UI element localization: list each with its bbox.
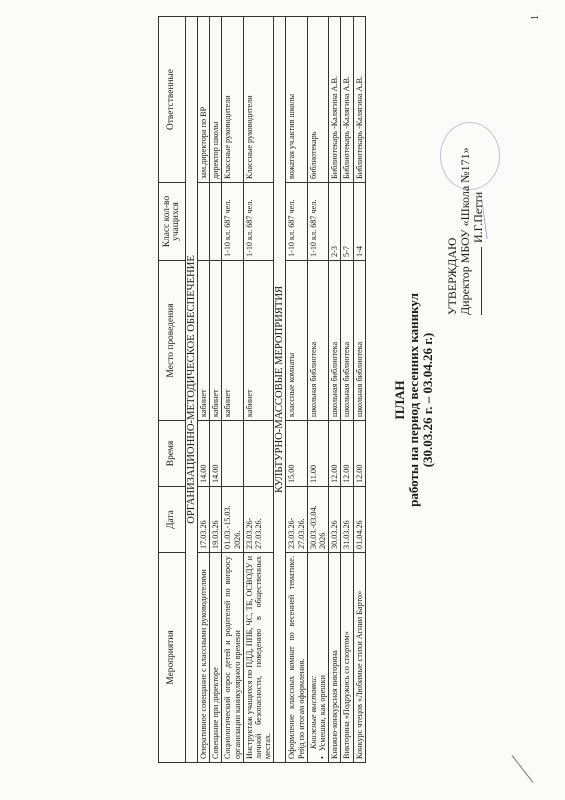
cell-time: 12.00: [329, 421, 341, 487]
exhibition-title: Книжные выставки:: [308, 675, 318, 749]
cell-class: 2-3: [329, 183, 341, 261]
cell-time: 14.00: [210, 421, 222, 487]
cell-responsible: Классные руководители: [222, 17, 243, 183]
table-header-row: [159, 17, 186, 763]
cell-class: 1-10 кл. 687 чел.: [222, 183, 243, 261]
cell-date: 01.04.26: [353, 487, 365, 553]
table-row: [198, 17, 210, 763]
cell-time: [222, 421, 243, 487]
header-responsible: Ответственные: [159, 17, 186, 183]
cell-event: Оформление классных комнат по весенней тематике. Рейд по итогам оформления.: [286, 553, 307, 763]
cell-date: 23.03.26- 27.03.26.: [243, 487, 274, 553]
scan-mark: [512, 755, 534, 782]
cell-responsible: Библиотекарь -Калягина А.В.: [329, 17, 341, 183]
cell-place: кабинет: [210, 261, 222, 421]
plan-table: [158, 16, 366, 763]
cell-responsible: Библиотекарь -Калягина А.В.: [341, 17, 353, 183]
section-row: [186, 17, 198, 763]
section-title: ОРГАНИЗАЦИОННО-МЕТОДИЧЕСКОЕ ОБЕСПЕЧЕНИЕ: [186, 17, 198, 763]
table-row: [329, 17, 341, 763]
cell-place: школьная библиотека: [329, 261, 341, 421]
cell-place: кабинет: [243, 261, 274, 421]
cell-time: 12.00: [353, 421, 365, 487]
title-heading: ПЛАН: [392, 380, 407, 420]
approval-block: [446, 105, 485, 315]
cell-time: 11.00: [307, 421, 328, 487]
table-row: [210, 17, 222, 763]
cell-class: [210, 183, 222, 261]
document-title: [393, 240, 435, 560]
cell-date: 30.03.-03.04. 2026: [307, 487, 328, 553]
approval-heading: УТВЕРЖДАЮ: [445, 237, 459, 315]
cell-class: 1-10 кл. 687 чел.: [286, 183, 307, 261]
page-number: 1: [530, 15, 541, 20]
cell-event: Конкурс чтецов «Любимые стихи Агнии Барто»: [353, 553, 365, 763]
cell-place: кабинет: [198, 261, 210, 421]
cell-class: 1-4: [353, 183, 365, 261]
cell-class: 5-7: [341, 183, 353, 261]
cell-responsible: зам.директора по ВР: [198, 17, 210, 183]
cell-date: 31.03.26: [341, 487, 353, 553]
cell-event: Инструктаж учащихся по ПДД, ППБ, ЧС, ТБ, ОСВОДУ и личной безопасности, поведению в общественных местах.: [243, 553, 274, 763]
cell-time: 15.00: [286, 421, 307, 487]
approval-signer: И.Г.Петти: [471, 191, 485, 243]
cell-responsible: директор школы: [210, 17, 222, 183]
cell-event: Книжно-конкурсная викторина: [329, 553, 341, 763]
title-period: (30.03.26 г. – 03.04.26 г.): [420, 332, 435, 468]
header-place: Место проведения: [159, 261, 186, 421]
cell-place: классные комнаты: [286, 261, 307, 421]
cell-date: 01.03.-15.03. 2026.: [222, 487, 243, 553]
approval-position: Директор МБОУ «Школа №171»: [458, 147, 472, 315]
header-date: Дата: [159, 487, 186, 553]
section-row: [274, 17, 286, 763]
cell-class: 1-10 кл. 687 чел.: [307, 183, 328, 261]
cell-date: 30.03.26: [329, 487, 341, 553]
cell-place: школьная библиотека: [307, 261, 328, 421]
cell-date: 23.03.26- 27.03.26.: [286, 487, 307, 553]
cell-time: 14.00: [198, 421, 210, 487]
section-title: КУЛЬТУРНО-МАССОВЫЕ МЕРОПРИЯТИЯ: [274, 17, 286, 763]
cell-event: [307, 553, 328, 763]
header-event: Мероприятия: [159, 553, 186, 763]
cell-class: 1-10 кл. 687 чел.: [243, 183, 274, 261]
header-time: Время: [159, 421, 186, 487]
cell-responsible: вожатая уч.актив школы: [286, 17, 307, 183]
cell-responsible: Библиотекарь -Калягина А.В.: [353, 17, 365, 183]
cell-event: Социологический опрос детей и родителей по вопросу организации каникулярного времени: [222, 553, 243, 763]
cell-time: [243, 421, 274, 487]
cell-time: 12.00: [341, 421, 353, 487]
cell-event: Викторина «Подружись со спортом»: [341, 553, 353, 763]
table-row: [286, 17, 307, 763]
cell-place: кабинет: [222, 261, 243, 421]
table-row: [243, 17, 274, 763]
cell-event: Совещание при директоре: [210, 553, 222, 763]
cell-place: школьная библиотека: [353, 261, 365, 421]
cell-class: [198, 183, 210, 261]
cell-responsible: Классные руководители: [243, 17, 274, 183]
table-row: [341, 17, 353, 763]
cell-date: 17.03.26: [198, 487, 210, 553]
cell-responsible: библиотекарь: [307, 17, 328, 183]
exhibition-item: • Усмешки, как орешки: [318, 556, 327, 759]
signature-line: [481, 247, 482, 315]
table-row: [353, 17, 365, 763]
table-row: [222, 17, 243, 763]
cell-date: 19.03.26: [210, 487, 222, 553]
cell-place: школьная библиотека: [341, 261, 353, 421]
table-row: [307, 17, 328, 763]
title-subtitle: работы на период весенних каникул: [406, 293, 421, 507]
header-class: Класс кол-во учащихся: [159, 183, 186, 261]
cell-event: Оперативное совещание с классными руководителями: [198, 553, 210, 763]
